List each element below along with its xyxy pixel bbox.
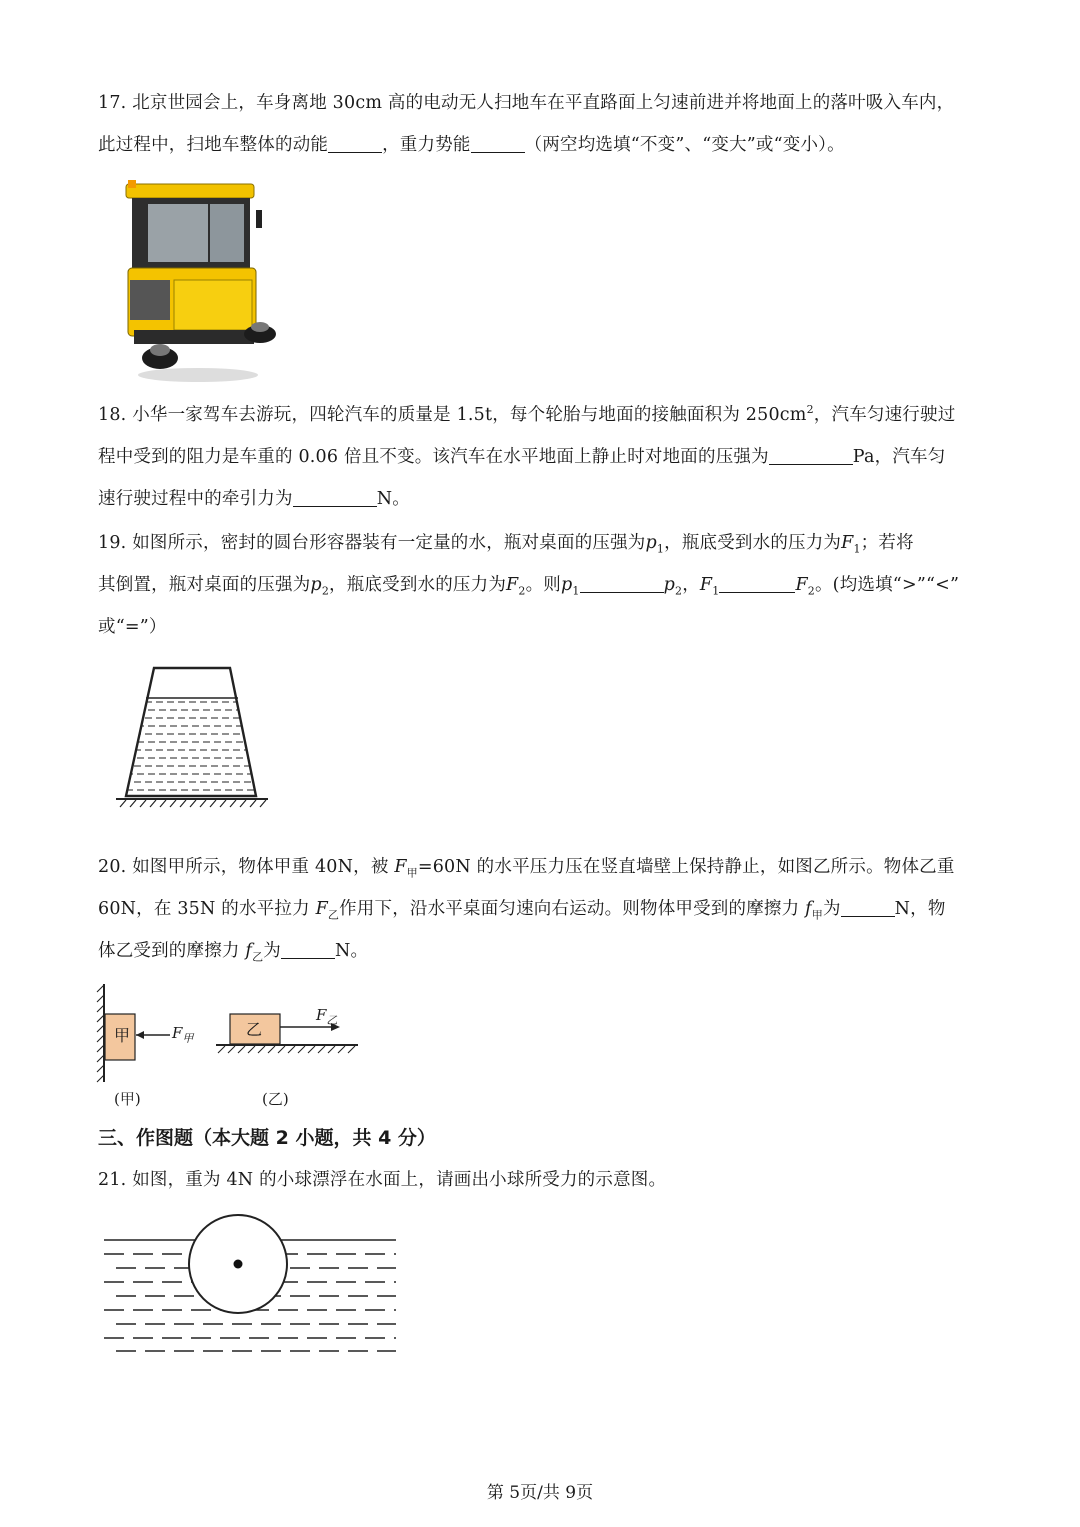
q18-line-2: 程中受到的阻力是车重的 0.06 倍且不变。该汽车在水平地面上静止时对地面的压强为 Pa，汽车匀 <box>98 436 988 478</box>
question-19 <box>98 522 988 648</box>
question-21 <box>98 1159 988 1201</box>
section-3-heading: 三、作图题（本大题 2 小题，共 4 分） <box>98 1127 436 1149</box>
q19-line-2: 其倒置，瓶对桌面的压强为$p_2$，瓶底受到水的压力为$F_2$。则$p_1$ $p_2$，$F_1$ $F_2$。(均选填“>”“<” <box>98 564 988 606</box>
answer-blank[interactable] <box>719 572 795 593</box>
q20-line-3: 体乙受到的摩擦力 $f_乙$为 N。 <box>98 930 988 972</box>
answer-blank[interactable] <box>841 896 895 917</box>
block-jia-label: 甲 <box>114 1026 131 1045</box>
force-jia-label: $F_甲$ <box>172 1024 194 1045</box>
table-block-figure <box>212 1000 362 1060</box>
q20-line-1: 20. 如图甲所示，物体甲重 40N，被 $F_甲=60N$ 的水平压力压在竖直墙壁上保持静止，如图乙所示。物体乙重 <box>98 857 955 880</box>
force-yi-label: $F_乙$ <box>316 1006 338 1027</box>
answer-blank[interactable] <box>580 572 664 593</box>
question-18 <box>98 394 988 520</box>
question-20 <box>98 846 988 972</box>
caption-jia: (甲) <box>114 1090 141 1108</box>
frustum-container-diagram <box>112 660 272 810</box>
sweeper-vehicle-illustration <box>118 180 278 385</box>
question-17 <box>98 82 988 166</box>
answer-blank[interactable] <box>281 938 335 959</box>
answer-blank[interactable] <box>328 132 382 153</box>
q18-line-1: 18. 小华一家驾车去游玩，四轮汽车的质量是 1.5t，每个轮胎与地面的接触面积为 $250cm^2$，汽车匀速行驶过 <box>98 403 956 425</box>
q21-line-1: 21. 如图，重为 4N 的小球漂浮在水面上，请画出小球所受力的示意图。 <box>98 1170 667 1190</box>
block-yi-label: 乙 <box>246 1020 263 1039</box>
page-number-footer: 第 5页/共 9页 <box>486 1483 594 1503</box>
answer-blank[interactable] <box>769 444 853 465</box>
q17-line-1: 17. 北京世园会上，车身离地 30cm 高的电动无人扫地车在平直路面上匀速前进并将地面上的落叶吸入车内， <box>98 93 955 113</box>
caption-yi: (乙) <box>262 1090 289 1108</box>
answer-blank[interactable] <box>471 132 525 153</box>
q19-line-3: 或“=”） <box>98 617 167 637</box>
answer-blank[interactable] <box>293 486 377 507</box>
q19-line-1: 19. 如图所示，密封的圆台形容器装有一定量的水，瓶对桌面的压强为$p_1$，瓶底受到水的压力为$F_1$；若将 <box>98 533 914 556</box>
q20-line-2: 60N，在 35N 的水平拉力 $F_乙$作用下，沿水平桌面匀速向右运动。则物体甲受到的摩擦力 $f_甲$为 N，物 <box>98 888 988 930</box>
floating-ball-diagram <box>100 1208 400 1358</box>
q18-line-3: 速行驶过程中的牵引力为 N。 <box>98 478 988 520</box>
q17-line-2: 此过程中，扫地车整体的动能 ，重力势能 （两空均选填“不变”、“变大”或“变小）。 <box>98 124 988 166</box>
